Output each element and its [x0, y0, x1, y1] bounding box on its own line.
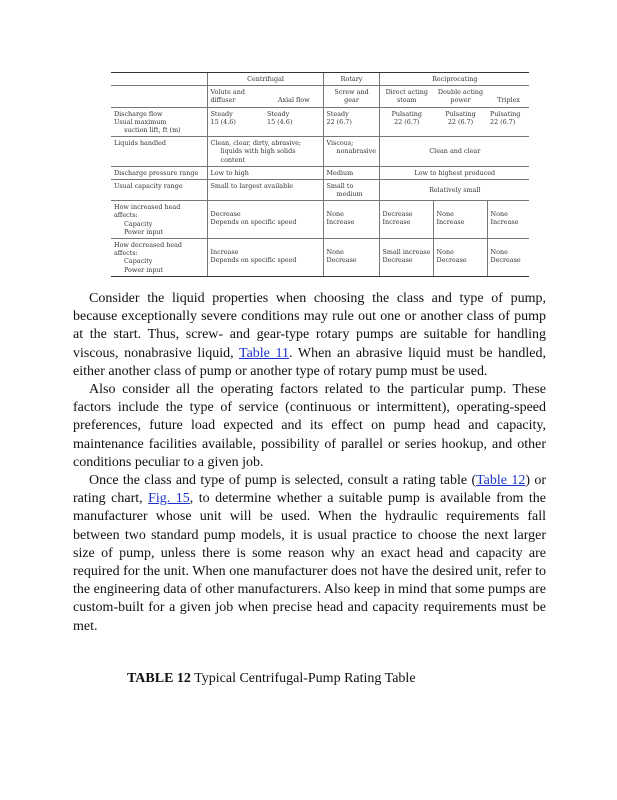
table-12-link[interactable]: Table 12	[476, 473, 526, 489]
cell-double-decreased: None Decrease	[433, 239, 487, 277]
row-label-capacity: Usual capacity range	[111, 179, 207, 200]
row-label-liquids: Liquids handled	[111, 137, 207, 167]
cell-reciprocating-pressure: Low to highest produced	[379, 166, 529, 179]
table-11-link[interactable]: Table 11	[239, 345, 290, 361]
header-volute-diffuser: Volute and diffuser	[207, 86, 264, 107]
cell-rotary-liquids: Viscous; nonabrasive	[323, 137, 379, 167]
cell-axial-discharge: Steady 15 (4.6)	[264, 107, 323, 137]
paragraph-text: Consider the liquid properties when choosing the class and type of pump, because exceptionally severe conditions may rule out one or another class of pump at the start. Thus, screw- and gear-type rotary pumps are suitable for handling viscous, nonabrasive liquid,	[73, 291, 546, 361]
header-screw-gear: Screw and gear	[323, 86, 379, 107]
caption-label: TABLE 12	[127, 671, 191, 686]
table-row-decreased-head	[111, 239, 529, 277]
table-caption	[127, 670, 416, 688]
cell-triplex-discharge: Pulsating 22 (6.7)	[487, 107, 529, 137]
row-label-discharge: Discharge flow Usual maximum suction lift, ft (m)	[111, 107, 207, 137]
cell-centrifugal-pressure: Low to high	[207, 166, 323, 179]
table-row-liquids	[111, 137, 529, 167]
cell-screw-discharge: Steady 22 (6.7)	[323, 107, 379, 137]
header-double-acting-power: Double acting power	[433, 86, 487, 107]
cell-volute-discharge: Steady 15 (4.6)	[207, 107, 264, 137]
cell-reciprocating-capacity: Relatively small	[379, 179, 529, 200]
pump-comparison-table	[111, 72, 529, 275]
table-row-increased-head	[111, 201, 529, 239]
header-triplex: Triplex	[487, 86, 529, 107]
body-text	[73, 290, 546, 636]
paragraph-text: ) or rating chart,	[73, 473, 546, 507]
paragraph-text: . When an abrasive liquid must be handled, either another class of pump or another type of rotary pump must be used.	[73, 345, 547, 379]
header-centrifugal: Centrifugal	[207, 73, 323, 86]
table-row-pressure	[111, 166, 529, 179]
fig-15-link[interactable]: Fig. 15	[148, 491, 190, 507]
paragraph-operating-factors: Also consider all the operating factors related to the particular pump. These factors include the type of service (continuous or intermittent), operating-speed preferences, future load expected and its effect on pump head and capacity, maintenance facilities available, possibility of parallel or series hookup, and other conditions peculiar to a given job.	[73, 382, 546, 470]
cell-centrifugal-capacity: Small to largest available	[207, 179, 323, 200]
table-row-capacity	[111, 179, 529, 200]
paragraph-rating-table	[73, 472, 546, 636]
table-sub-header-row	[111, 86, 529, 107]
header-axial-flow: Axial flow	[264, 86, 323, 107]
empty-header-cell	[111, 86, 207, 107]
cell-rotary-decreased: None Decrease	[323, 239, 379, 277]
header-rotary: Rotary	[323, 73, 379, 86]
cell-triplex-increased: None Increase	[487, 201, 529, 239]
caption-title: Typical Centrifugal-Pump Rating Table	[190, 671, 416, 686]
cell-direct-increased: Decrease Increase	[379, 201, 433, 239]
header-reciprocating: Reciprocating	[379, 73, 529, 86]
paragraph-text: , to determine whether a suitable pump is available from the manufacturer whose unit will be used. When the hydraulic requirements fall between two standard pump models, it is usual practice to choose the next larger size of pump, unless there is some reason why an exact head and capacity are required for the unit. When one manufacturer does not have the desired unit, refer to the engineering data of other manufacturers. Also keep in mind that some pumps are custom-built for a given job when precise head and capacity requirements must be met.	[73, 491, 546, 634]
paragraph-liquid-properties	[73, 290, 546, 381]
cell-centrifugal-increased: Decrease Depends on specific speed	[207, 201, 323, 239]
cell-direct-decreased: Small increase Decrease	[379, 239, 433, 277]
header-direct-acting-steam: Direct acting steam	[379, 86, 433, 107]
cell-double-increased: None Increase	[433, 201, 487, 239]
cell-centrifugal-decreased: Increase Depends on specific speed	[207, 239, 323, 277]
cell-double-discharge: Pulsating 22 (6.7)	[433, 107, 487, 137]
cell-rotary-capacity: Small to medium	[323, 179, 379, 200]
cell-rotary-increased: None Increase	[323, 201, 379, 239]
row-label-pressure: Discharge pressure range	[111, 166, 207, 179]
cell-rotary-pressure: Medium	[323, 166, 379, 179]
empty-header-cell	[111, 73, 207, 86]
table-row-discharge	[111, 107, 529, 137]
table-group-header-row	[111, 73, 529, 86]
cell-reciprocating-liquids: Clean and clear	[379, 137, 529, 167]
cell-direct-discharge: Pulsating 22 (6.7)	[379, 107, 433, 137]
paragraph-text: Once the class and type of pump is selected, consult a rating table (	[89, 473, 477, 489]
row-label-decreased-head: How decreased head affects: Capacity Power input	[111, 239, 207, 277]
cell-triplex-decreased: None Decrease	[487, 239, 529, 277]
row-label-increased-head: How increased head affects: Capacity Power input	[111, 201, 207, 239]
cell-centrifugal-liquids: Clean, clear, dirty, abrasive; liquids with high solids content	[207, 137, 323, 167]
